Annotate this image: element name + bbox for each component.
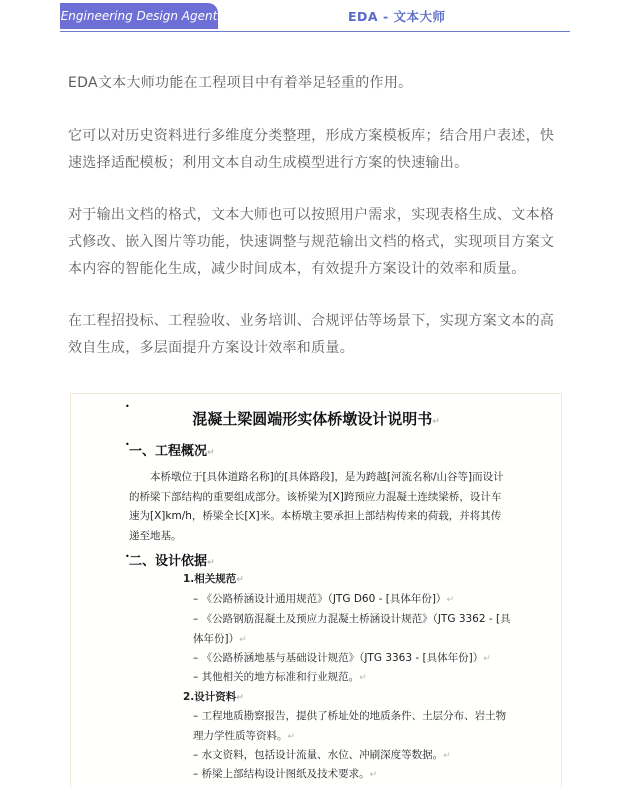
doc-section1-text: 本桥墩位于[具体道路名称]的[具体路段]，是为跨越[河流名称/山谷等]而设计的桥梁下部结构的重要组成部分。该桥梁为[X]跨预应力混凝土连续梁桥，设计车速为[X]km/h，桥梁全长[X]米。本桥墩主要承担上部结构传来的荷载，并将其传递至地基。: [129, 471, 504, 542]
header-title: EDA - 文本大师: [348, 9, 446, 24]
doc-material-item: – 工程地质勘察报告，提供了桥址处的地质条件、土层分布、岩土物理力学性质等资料。↵: [193, 710, 507, 742]
doc-standard-item: – 《公路桥涵设计通用规范》（JTG D60 - [具体年份]）↵: [193, 593, 454, 605]
doc-standard-item: – 《公路桥涵地基与基础设计规范》（JTG 3363 - [具体年份]）↵: [193, 652, 491, 664]
paragraph-template-library: 它可以对历史资料进行多维度分类整理，形成方案模板库；结合用户表述，快速选择适配模板；利用文本自动生成模型进行方案的快速输出。: [68, 128, 555, 171]
doc-standard-item: – 《公路钢筋混凝土及预应力混凝土桥涵设计规范》（JTG 3362 - [具体年份]）↵: [193, 613, 511, 645]
doc-material-item: – 水文资料，包括设计流量、水位、冲刷深度等数据。↵: [193, 749, 451, 761]
intro-paragraph: EDA文本大师功能在工程项目中有着举足轻重的作用。: [68, 75, 413, 91]
paragraph-format: 对于输出文档的格式，文本大师也可以按照用户需求，实现表格生成、文本格式修改、嵌入图片等功能，快速调整与规范输出文档的格式，实现项目方案文本内容的智能化生成，减少时间成本，有效提升方案设计的效率和质量。: [68, 207, 555, 277]
paragraph-scenarios: 在工程招投标、工程验收、业务培训、合规评估等场景下，实现方案文本的高效自生成，多层面提升方案设计效率和质量。: [68, 313, 555, 356]
doc-bullet: •: [125, 552, 130, 561]
brand-tag: Engineering Design Agent: [60, 3, 218, 29]
article-header: [60, 0, 570, 32]
doc-bullet: •: [125, 402, 130, 411]
doc-title: 混凝土梁圆端形实体桥墩设计说明书↵: [192, 410, 440, 428]
document-preview-image: [70, 393, 562, 787]
doc-section1-heading: 一、工程概况↵: [129, 444, 215, 459]
doc-subheading-standards: 1.相关规范↵: [183, 573, 244, 585]
doc-subheading-materials: 2.设计资料↵: [183, 691, 244, 703]
doc-section2-heading: 二、设计依据↵: [129, 554, 215, 569]
doc-standard-item: – 其他相关的地方标准和行业规范。↵: [193, 671, 367, 683]
doc-bullet: •: [125, 440, 130, 449]
doc-material-item: – 桥梁上部结构设计图纸及技术要求。↵: [193, 768, 378, 780]
